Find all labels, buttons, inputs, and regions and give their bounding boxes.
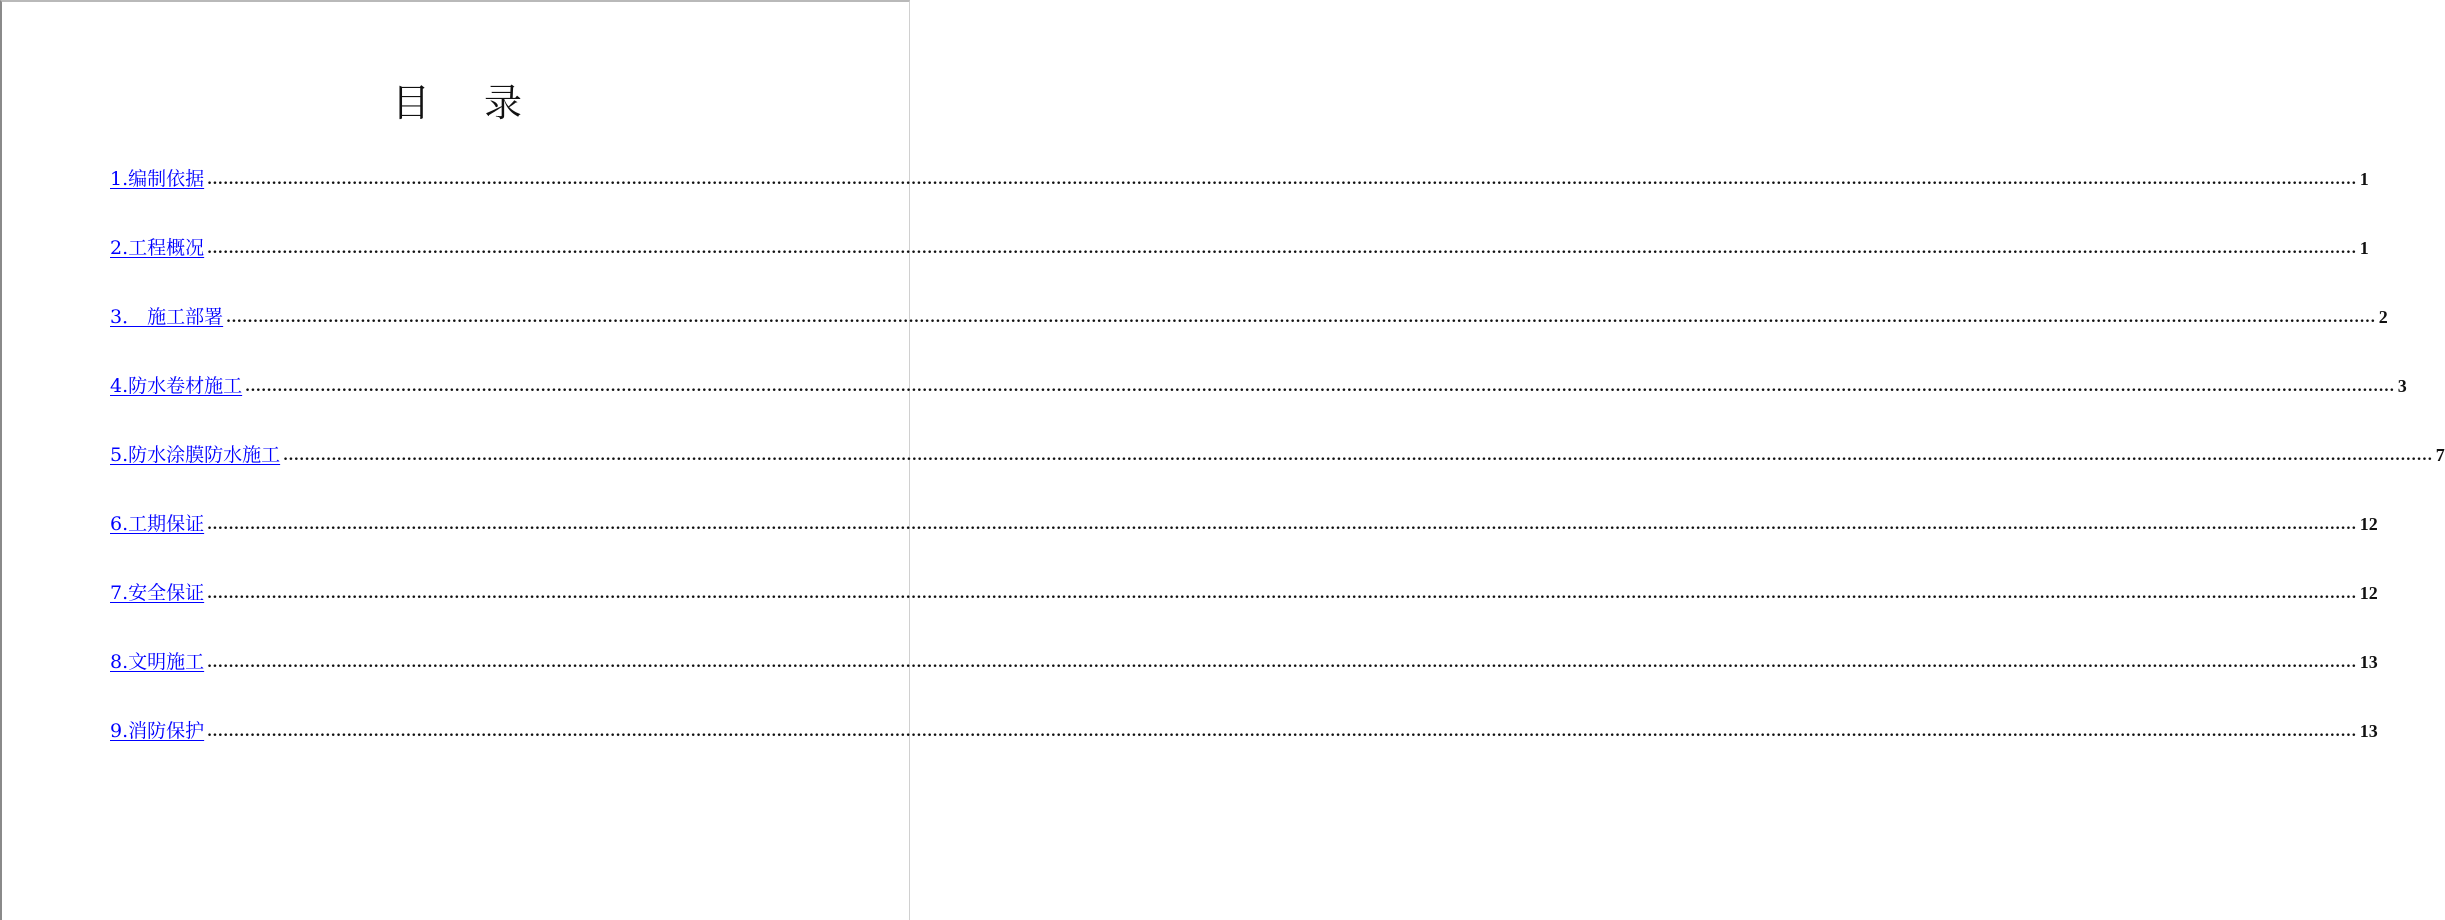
toc-page-number: 12 <box>2359 514 2378 534</box>
toc-entry <box>110 576 2378 645</box>
toc-entry <box>110 300 2388 369</box>
title-char-1: 目 <box>391 81 430 125</box>
toc-entry <box>110 231 2369 300</box>
toc-link[interactable]: 3． 施工部署 <box>110 306 224 328</box>
toc-link[interactable]: 9.消防保护 <box>110 720 205 742</box>
toc-page-number: 13 <box>2359 721 2378 741</box>
toc-page-number: 3 <box>2397 376 2407 396</box>
toc-link[interactable]: 1.编制依据 <box>110 168 205 190</box>
toc-page-number: 7 <box>2435 445 2445 465</box>
toc-page-number: 2 <box>2378 307 2388 327</box>
dot-leader: ................................................................................................................................................................................................................................................................................................................................................................................................................ <box>207 172 2357 188</box>
toc-page-number: 1 <box>2359 169 2369 189</box>
toc-page-number: 12 <box>2359 583 2378 603</box>
toc-entry <box>110 369 2407 438</box>
toc-entry <box>110 714 2378 783</box>
toc-page-number: 13 <box>2359 652 2378 672</box>
toc-page-number: 1 <box>2359 238 2369 258</box>
toc-link[interactable]: 2.工程概况 <box>110 237 205 259</box>
page-title <box>2 78 912 128</box>
dot-leader: ................................................................................................................................................................................................................................................................................................................................................................................................................ <box>207 517 2357 533</box>
toc-link[interactable]: 5.防水涂膜防水施工 <box>110 444 281 466</box>
title-char-2: 录 <box>484 81 523 125</box>
toc-entry <box>110 162 2369 231</box>
toc-link[interactable]: 7.安全保证 <box>110 582 205 604</box>
toc-link[interactable]: 6.工期保证 <box>110 513 205 535</box>
dot-leader: ................................................................................................................................................................................................................................................................................................................................................................................................................ <box>283 448 2433 464</box>
dot-leader: ................................................................................................................................................................................................................................................................................................................................................................................................................ <box>207 655 2357 671</box>
table-of-contents <box>110 162 2445 783</box>
toc-link[interactable]: 4.防水卷材施工 <box>110 375 243 397</box>
dot-leader: ................................................................................................................................................................................................................................................................................................................................................................................................................ <box>207 586 2357 602</box>
toc-entry <box>110 645 2378 714</box>
dot-leader: ................................................................................................................................................................................................................................................................................................................................................................................................................ <box>226 310 2376 326</box>
toc-entry <box>110 507 2378 576</box>
dot-leader: ................................................................................................................................................................................................................................................................................................................................................................................................................ <box>207 241 2357 257</box>
toc-entry <box>110 438 2445 507</box>
dot-leader: ................................................................................................................................................................................................................................................................................................................................................................................................................ <box>245 379 2395 395</box>
toc-link[interactable]: 8.文明施工 <box>110 651 205 673</box>
dot-leader: ................................................................................................................................................................................................................................................................................................................................................................................................................ <box>207 724 2357 740</box>
